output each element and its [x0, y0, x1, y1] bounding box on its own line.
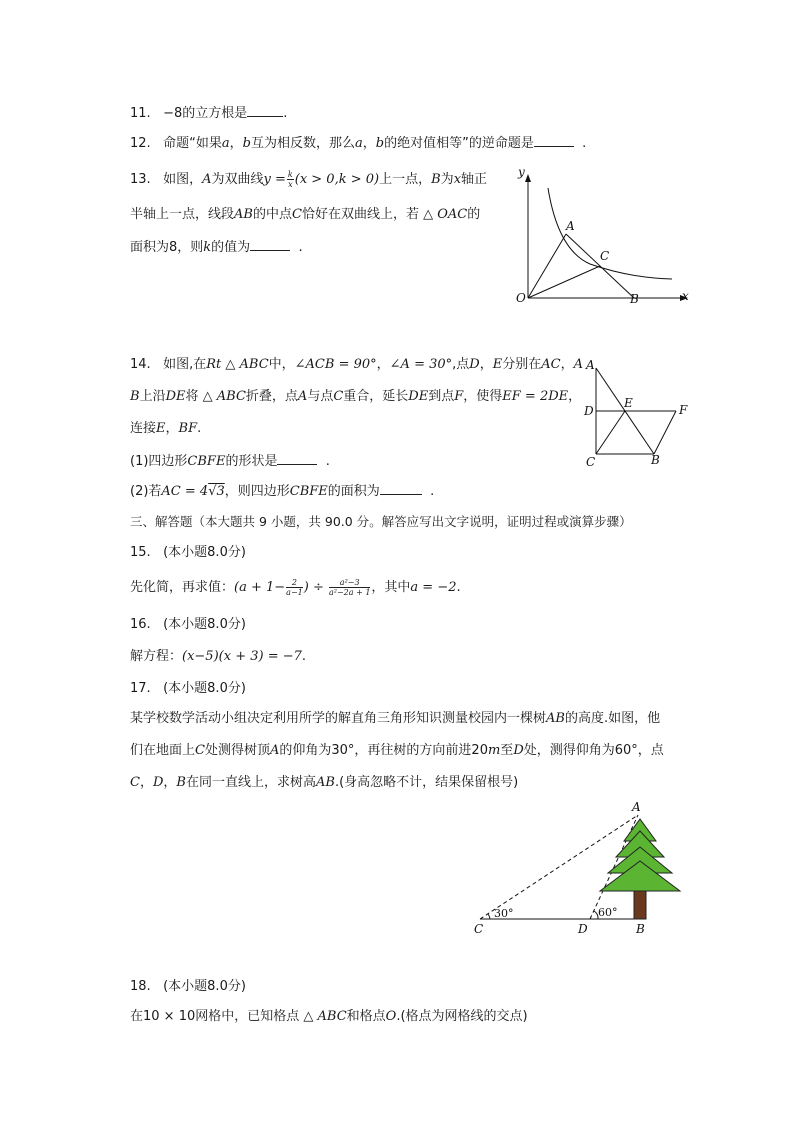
text-q13-A: A	[202, 172, 212, 187]
text-q13-t5: 轴正	[461, 172, 488, 187]
text-q16-eq: (x−5)(x + 3) = −7	[182, 649, 302, 664]
text-q14-l2a: 上沿	[139, 389, 166, 404]
y-axis-arrow	[525, 174, 531, 182]
text-q16-t1: 解方程：	[130, 649, 183, 664]
label-O: O	[516, 291, 526, 305]
text-q14-t6: 分别在	[502, 357, 542, 372]
label-B: B	[630, 292, 639, 306]
text-q14-BF: BF	[178, 421, 198, 436]
text-q13-post: .	[298, 240, 303, 255]
text-q15-val: a = −2	[410, 580, 457, 595]
text-q14-C: C	[333, 389, 344, 404]
element: √	[208, 484, 217, 499]
section-3-heading: 三、解答题（本大题共 9 小题，共 90.0 分。解答应写出文字说明，证明过程或演算步骤）	[130, 514, 632, 529]
label-C: C	[474, 922, 484, 936]
text-q11-num: 11.	[130, 106, 151, 121]
question-16-header	[130, 616, 246, 634]
text-q15-e1: (a + 1−	[234, 580, 286, 595]
text-q12-b2: b	[375, 136, 385, 151]
question-16	[130, 648, 306, 666]
text-q14-t5: ，	[479, 357, 493, 372]
angle-60-label: 60°	[598, 906, 618, 919]
text-q12-t5: 的绝对值相等”的逆命题是	[384, 136, 534, 151]
question-14-line2	[130, 388, 581, 406]
answer-blank[interactable]	[380, 482, 422, 495]
text-q15-t1: 先化简，再求值：	[130, 580, 235, 595]
text-q17-m: m	[487, 743, 501, 758]
text-q12-t3: 互为相反数，那么	[250, 136, 355, 151]
text-q15-t2: ，其中	[371, 580, 411, 595]
text-q14-l2g: ，使得	[463, 389, 503, 404]
text-q14-A: A	[573, 357, 583, 372]
text-q15-f1n: 2	[286, 578, 303, 588]
text-q17-l2a: 们在地面上	[130, 743, 196, 758]
text-q14-t1: 如图,在	[163, 357, 207, 372]
text-q14-l2d: 与点	[307, 389, 334, 404]
fraction-2-over-a-1	[286, 578, 303, 597]
fraction-k-over-x	[287, 170, 294, 189]
text-q14-l2b: 将 △	[185, 389, 217, 404]
text-q13-l2c: 恰好在双曲线上，若 △	[301, 207, 438, 222]
text-q15-f2d: a²−2a + 1	[328, 588, 371, 597]
label-A: A	[632, 800, 641, 814]
text-q14-ABC: ABC	[216, 389, 246, 404]
text-q15-f2n: a²−3	[329, 578, 370, 588]
element	[634, 887, 646, 919]
text-q17-l2b: 处测得树顶	[204, 743, 270, 758]
text-q12-t2: ，	[229, 136, 243, 151]
fraction-main	[329, 578, 370, 597]
text-q13-yeq: y =	[263, 172, 286, 187]
text-q17-AB: AB	[546, 711, 565, 726]
text-q17-AB2: AB	[316, 775, 335, 790]
text-q14-l2c: 折叠，点	[245, 389, 298, 404]
text-q13-t3: 上一点，	[379, 172, 432, 187]
question-14-part1	[130, 452, 330, 471]
text-q15-f1d: a−1	[286, 588, 303, 597]
text-q17-C: C	[195, 743, 205, 758]
text-q12-post: .	[582, 136, 587, 151]
text-q13-cond: (x > 0,k > 0)	[294, 172, 380, 187]
text-q17-l3c: 在同一直线上，求树高	[185, 775, 316, 790]
label-A: A	[566, 219, 575, 233]
question-13-line3	[130, 238, 303, 257]
text-q15-t3: .	[456, 580, 461, 595]
tree-icon	[600, 819, 680, 919]
text-q17-l2e: 处，测得仰角为60°，点	[523, 743, 664, 758]
text-q14-p1a: (1)四边形	[130, 454, 188, 469]
element	[600, 861, 680, 891]
text-q13-k: k	[203, 240, 212, 255]
angle-30-label: 30°	[494, 907, 514, 920]
text-q12-num: 12.	[130, 136, 151, 151]
text-q12-b1: b	[242, 136, 251, 151]
text-q17-l3a: ，	[139, 775, 153, 790]
text-q17-l1a: 某学校数学活动小组决定利用所学的解直角三角形知识测量校园内一棵树	[130, 711, 547, 726]
text-q13-l2a: 半轴上一点，线段	[130, 207, 235, 222]
text-q14-l2B: B	[130, 389, 140, 404]
text-q18-O: O	[385, 1009, 397, 1024]
text-q14-E: E	[492, 357, 503, 372]
text-q14-p2c: 3	[216, 484, 225, 499]
text-q17-A: A	[269, 743, 280, 758]
text-q16-score: (本小题8.0分)	[163, 617, 246, 632]
text-q14-ang: ∠A = 30°	[389, 357, 453, 372]
text-q18-score: (本小题8.0分)	[163, 979, 246, 994]
text-q14-p2a: (2)若	[130, 484, 162, 499]
segment-OC	[528, 266, 600, 298]
text-q17-num: 17.	[130, 681, 151, 696]
angle-arc-30	[488, 914, 490, 919]
text-q14-l3a: 连接	[130, 421, 157, 436]
label-D: D	[584, 404, 594, 418]
text-q14-AC: AC	[541, 357, 561, 372]
question-11	[130, 104, 287, 123]
text-q11-pre: −8的立方根是	[163, 106, 248, 121]
text-q14-DE2: DE	[408, 389, 429, 404]
question-14	[130, 356, 583, 374]
text-q14-A2: A	[297, 389, 308, 404]
text-q14-t4: ,点	[452, 357, 470, 372]
label-F: F	[679, 403, 688, 417]
text-q14-F: F	[454, 389, 464, 404]
label-B: B	[651, 453, 660, 467]
text-q13-fk: k	[287, 170, 293, 179]
text-q13-B: B	[431, 172, 441, 187]
text-q13-l3b: 的值为	[211, 240, 251, 255]
question-13	[130, 170, 487, 189]
question-17-line1	[130, 710, 660, 728]
text-q13-t2: 为双曲线	[211, 172, 264, 187]
text-q16-num: 16.	[130, 617, 151, 632]
figure-tree	[466, 795, 706, 941]
text-q17-l1b: 的高度.如图，他	[564, 711, 661, 726]
figure-quadrilateral	[578, 352, 698, 474]
question-15	[130, 578, 461, 597]
text-q14-l2f: 到点	[428, 389, 455, 404]
text-q13-num: 13.	[130, 172, 151, 187]
text-q15-num: 15.	[130, 545, 151, 560]
text-q14-p2d: ，则四边形	[224, 484, 290, 499]
text-q14-l2e: 重合，延长	[343, 389, 409, 404]
question-15-header	[130, 544, 246, 562]
answer-blank[interactable]	[250, 238, 290, 251]
text-q13-C: C	[291, 207, 302, 222]
text-q13-l2b: 的中点	[252, 207, 292, 222]
text-q12-t1: 命题“如果	[163, 136, 222, 151]
text-q16-t2: .	[301, 649, 307, 664]
segment-BF	[654, 411, 676, 454]
question-18	[130, 1008, 528, 1026]
text-q18-t3: .(格点为网格线的交点)	[396, 1009, 528, 1024]
question-14-line3	[130, 420, 201, 438]
text-q14-l2h: ，	[568, 389, 582, 404]
label-D: D	[578, 922, 588, 936]
text-q14-eq: EF = 2DE	[502, 389, 569, 404]
hyperbola-curve	[548, 188, 672, 279]
text-q14-l3b: ，	[165, 421, 179, 436]
text-q14-p1d: .	[325, 454, 330, 469]
text-q17-l3d: .(身高忽略不计，结果保留根号)	[334, 775, 519, 790]
text-q14-p1b: CBFE	[187, 454, 226, 469]
text-q17-l2c: 的仰角为30°，再往树的方向前进20	[279, 743, 488, 758]
question-17-line3	[130, 774, 518, 792]
text-q13-t4: 为	[440, 172, 454, 187]
text-q13-l2d: 的	[467, 207, 481, 222]
text-q17-l3C: C	[130, 775, 140, 790]
text-q18-num: 18.	[130, 979, 151, 994]
segment-CE	[596, 411, 625, 454]
question-13-line2	[130, 206, 480, 224]
question-14-part2	[130, 482, 434, 501]
text-q17-l3b: ，	[163, 775, 177, 790]
text-q14-t3: ，	[376, 357, 390, 372]
question-17-header	[130, 680, 246, 698]
text-q15-score: (本小题8.0分)	[163, 545, 246, 560]
text-q13-l3a: 面积为8，则	[130, 240, 204, 255]
text-q14-l3c: .	[197, 421, 202, 436]
text-q13-x: x	[453, 172, 462, 187]
text-q12-t4: ，	[362, 136, 376, 151]
figure-hyperbola	[500, 160, 700, 310]
text-q17-D: D	[513, 743, 524, 758]
label-y: y	[518, 165, 525, 179]
text-q14-D: D	[469, 357, 480, 372]
text-q14-p1c: 的形状是	[225, 454, 278, 469]
answer-blank[interactable]	[277, 452, 317, 465]
text-q13-t1: 如图，	[163, 172, 203, 187]
label-C: C	[586, 455, 596, 469]
text-q17-l3D: D	[152, 775, 164, 790]
text-q17-l2d: 至	[500, 743, 514, 758]
sqrt-3	[208, 484, 225, 499]
text-q12-a1: a	[221, 136, 230, 151]
label-x: x	[682, 289, 689, 303]
text-q14-p2e: CBFE	[289, 484, 328, 499]
text-q17-l3B: B	[176, 775, 186, 790]
text-q14-t7: ，	[560, 357, 574, 372]
segment-OA	[528, 234, 566, 298]
question-17-line2	[130, 742, 664, 760]
text-q14-p2g: .	[430, 484, 435, 499]
text-q13-fx: x	[288, 180, 293, 189]
text-q18-t2: 和格点	[346, 1009, 386, 1024]
text-q12-a2: a	[354, 136, 363, 151]
label-B: B	[636, 922, 645, 936]
text-q18-t1: 在10 × 10网格中，已知格点 △	[130, 1009, 318, 1024]
text-q14-p2b: AC = 4	[161, 484, 209, 499]
text-q13-AB: AB	[234, 207, 253, 222]
text-q18-ABC: ABC	[317, 1009, 347, 1024]
text-q13-OAC: OAC	[437, 207, 468, 222]
text-q11-post: .	[283, 106, 288, 121]
text-q14-rt: Rt △ ABC	[206, 357, 269, 372]
text-q14-t2: 中，	[268, 357, 295, 372]
text-q15-e2: ) ÷	[303, 580, 324, 595]
text-q14-p2f: 的面积为	[327, 484, 380, 499]
text-q14-DE: DE	[165, 389, 186, 404]
text-q14-E2: E	[156, 421, 166, 436]
label-E: E	[624, 396, 633, 410]
label-C: C	[600, 249, 610, 263]
question-18-header	[130, 978, 246, 996]
text-q14-num: 14.	[130, 357, 151, 372]
question-12	[130, 134, 586, 153]
text-q14-acb: ∠ACB = 90°	[294, 357, 377, 372]
answer-blank[interactable]	[247, 104, 283, 117]
text-q17-score: (本小题8.0分)	[163, 681, 246, 696]
answer-blank[interactable]	[534, 134, 574, 147]
label-A: A	[586, 358, 595, 372]
